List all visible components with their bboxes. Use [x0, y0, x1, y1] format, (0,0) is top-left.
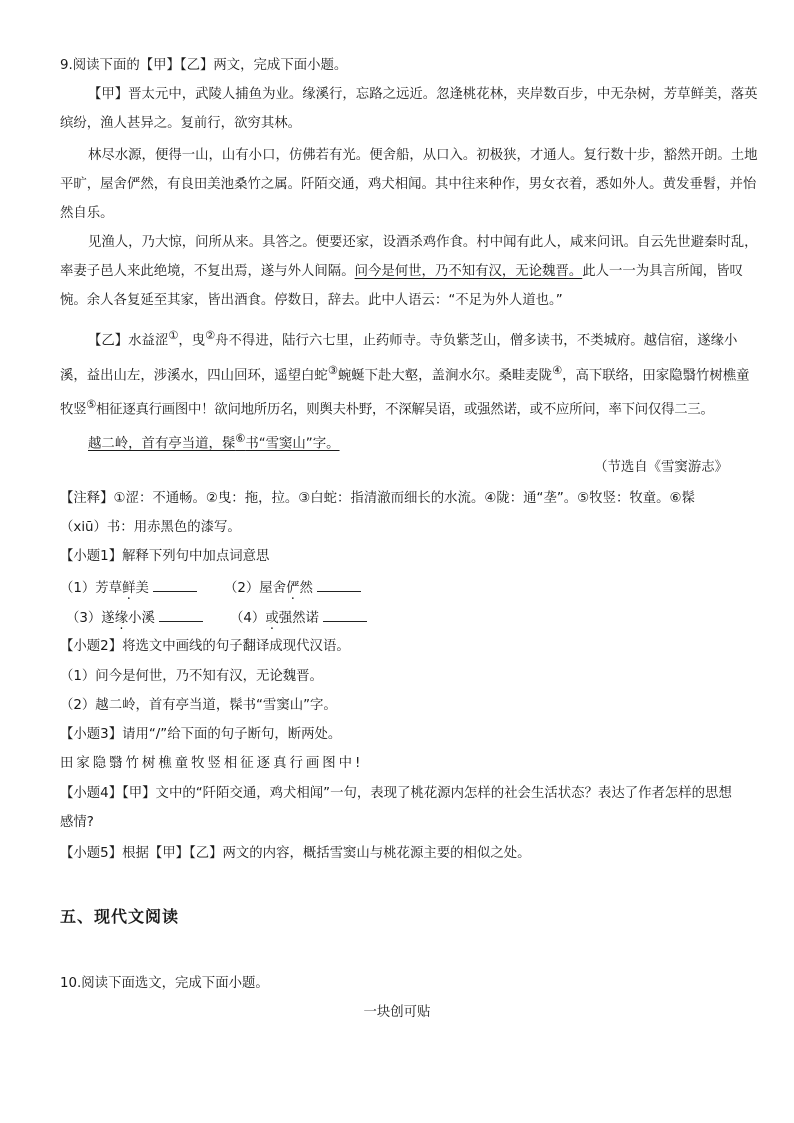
- q10-intro: 10.阅读下面选文，完成下面小题。: [60, 976, 269, 991]
- footnote-marker: ③: [327, 364, 338, 377]
- text-line: [60, 362, 750, 385]
- text-span: 然: [299, 581, 313, 596]
- answer-blank[interactable]: [323, 608, 367, 622]
- text-span: （1）芳草: [60, 581, 123, 596]
- text-line: 平旷，屋舍俨然，有良田美池桑竹之属。阡陌交通，鸡犬相闻。其中往来种作，男女衣着，悉如外人。黄发垂髫，并怡: [60, 177, 757, 192]
- dotted-word: 鲜: [122, 581, 136, 596]
- article-title: 一块创可贴: [363, 1005, 431, 1020]
- footnote-marker: ④: [552, 364, 563, 377]
- text-line: 见渔人，乃大惊，问所从来。具答之。便要还家，设酒杀鸡作食。村中闻有此人，咸来问讯。自云先世避秦时乱，: [88, 235, 758, 250]
- underlined-sentence-2: [88, 430, 340, 453]
- q9-intro: 9.阅读下面的【甲】【乙】两文，完成下面小题。: [60, 58, 348, 73]
- text-span: 美: [135, 581, 149, 596]
- subquestion-1-title: 【小题1】解释下列句中加点词意思: [60, 549, 270, 564]
- footnote-marker: ⑤: [86, 398, 97, 411]
- text-line: [60, 396, 714, 419]
- subquestion-3-title: 【小题3】请用“/”给下面的句子断句，断两处。: [60, 727, 342, 742]
- text-line: 缤纷，渔人甚异之。复前行，欲穷其林。: [60, 116, 302, 131]
- subquestion-4-line-1: 【小题4】【甲】文中的“阡陌交通，鸡犬相闻”一句，表现了桃花源内怎样的社会生活状态？表达了作者怎样的思想: [60, 786, 732, 801]
- text-span: 【乙】水益涩: [88, 333, 169, 349]
- subquestion-4-line-2: 感情?: [60, 815, 94, 830]
- source-citation: （节选自《雪窦游志》: [594, 460, 728, 475]
- text-line: 然自乐。: [60, 206, 114, 221]
- text-span: （3）遂: [66, 611, 115, 626]
- text-span: 越二岭，首有亭当道，髹: [88, 436, 236, 452]
- underlined-sentence-1: 问今是何世，乃不知有汉，无论魏晋。: [354, 264, 583, 279]
- subquestion-2-title: 【小题2】将选文中画线的句子翻译成现代汉语。: [60, 639, 350, 654]
- text-line: 林尽水源，便得一山，山有小口，仿佛若有光。便舍船，从口入。初极狭，才通人。复行数十步，豁然开朗。土地: [88, 148, 758, 163]
- text-span: （4）: [230, 611, 266, 626]
- text-span: ，高下联络，田家隐翳竹树樵童: [562, 368, 750, 384]
- footnote-marker: ①: [168, 329, 179, 342]
- dotted-word: 俨: [286, 581, 300, 596]
- text-line: （xiū）书：用赤黑色的漆写。: [60, 520, 241, 535]
- text-span: 率妻子邑人来此绝境，不复出焉，遂与外人间隔。: [60, 264, 355, 279]
- subquestion-2-item-1: （1）问今是何世，乃不知有汉，无论魏晋。: [60, 669, 323, 684]
- answer-blank[interactable]: [153, 578, 197, 592]
- text-span: 书“雪窦山”字。: [245, 436, 340, 452]
- text-line: 惋。余人各复延至其家，皆出酒食。停数日，辞去。此中人语云：“不足为外人道也。”: [60, 293, 563, 308]
- subquestion-1-item-3: [66, 608, 203, 628]
- text-span: 舟不得进，陆行六七里，止药师寺。寺负紫芝山，僧多读书，不类城府。越信宿，遂缘小: [215, 333, 738, 349]
- subquestion-1-item-4: [230, 608, 367, 628]
- text-span: 牧竖: [60, 402, 87, 418]
- text-span: 小溪: [128, 611, 155, 626]
- section-heading: 五、现代文阅读: [60, 907, 180, 926]
- text-span: 此人一一为具言所闻，皆叹: [582, 264, 743, 279]
- text-line: [60, 263, 743, 281]
- subquestion-5: 【小题5】根据【甲】【乙】两文的内容，概括雪窦山与桃花源主要的相似之处。: [60, 846, 531, 861]
- text-line: 【甲】晋太元中，武陵人捕鱼为业。缘溪行，忘路之远近。忽逢桃花林，夹岸数百步，中无杂树，芳草鲜美，落英: [88, 87, 758, 102]
- dotted-word: 缘: [114, 611, 129, 626]
- dotted-word: 或: [265, 611, 279, 626]
- subquestion-1-item-2: [224, 578, 361, 598]
- text-span: （2）屋舍: [224, 581, 287, 596]
- subquestion-2-item-2: （2）越二岭，首有亭当道，髹书“雪窦山”字。: [60, 698, 337, 713]
- text-span: 蜿蜒下赴大壑，盖涧水尔。桑畦麦陇: [337, 368, 553, 384]
- text-span: 溪，益出山左，涉溪水，四山回环，遥望白蛇: [60, 368, 328, 384]
- text-line: 【注释】①涩：不通畅。②曳：拖，拉。③白蛇：指清澈而细长的水流。④陇：通“垄”。⑤牧竖：牧童。⑥髹: [60, 491, 695, 506]
- text-span: 相征逐真行画图中！欲问地所历名，则舆夫朴野，不深解吴语，或强然诺，或不应所问，率下问仅得二三。: [96, 402, 714, 418]
- answer-blank[interactable]: [317, 578, 361, 592]
- answer-blank[interactable]: [159, 608, 203, 622]
- text-line: [88, 327, 737, 350]
- text-span: ，曳: [178, 333, 206, 349]
- text-span: 强然诺: [278, 611, 319, 626]
- subquestion-1-item-1: [60, 578, 197, 598]
- footnote-marker: ⑥: [235, 432, 246, 445]
- subquestion-3-text: 田家隐翳竹树樵童牧竖相征逐真行画图中!: [60, 756, 364, 771]
- footnote-marker: ②: [205, 329, 216, 342]
